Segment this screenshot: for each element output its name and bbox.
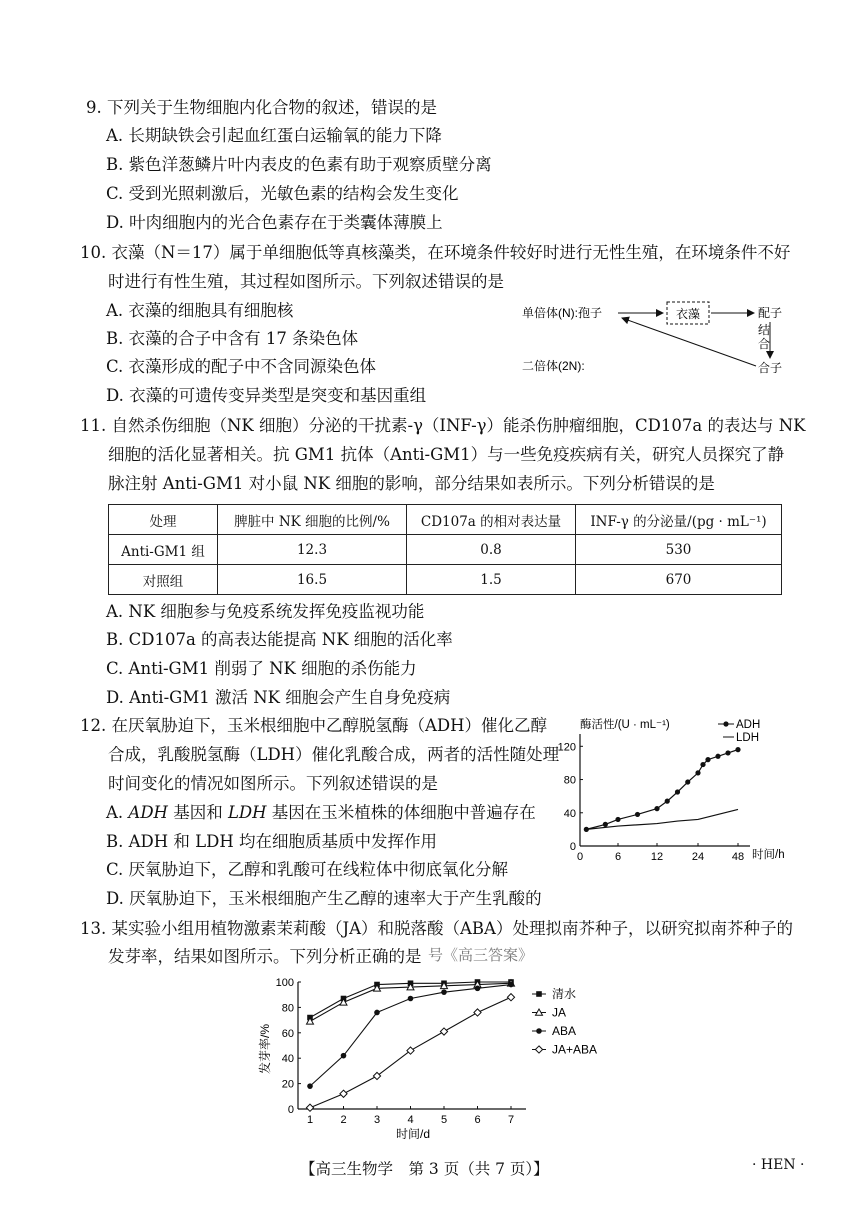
table-header-row [109,505,782,535]
q12-option-a-label: A. [106,803,129,822]
data-point-adh [654,806,659,811]
q12-stem-line2: 合成，乳酸脱氢酶（LDH）催化乳酸合成，两者的活性随处理 [108,745,560,764]
gamete-label: 配子 [758,306,783,320]
table-cell: 670 [576,565,782,595]
data-point-adh [705,757,710,762]
x-tick-label: 4 [407,1114,414,1126]
q12-stem-line3: 时间变化的情况如图所示。下列叙述错误的是 [108,774,438,793]
x-tick-label: 6 [614,851,622,863]
data-point-aba [307,1083,313,1089]
data-point-aba [374,1010,380,1016]
table-cell: 530 [576,535,782,565]
x-tick-label: 48 [731,851,745,863]
table-cell: 1.5 [407,565,576,595]
data-point-adh [603,822,608,827]
q10-option-d: D. 衣藻的可遗传变异类型是突变和基因重组 [106,386,427,405]
data-point-aba [475,986,481,992]
y-tick-label: 40 [281,1053,294,1066]
x-tick-label: 2 [340,1114,347,1126]
zygote-label: 合子 [758,361,783,375]
data-point-adh [685,779,690,784]
enzyme-activity-chart [558,708,798,868]
q9-option-b: B. 紫色洋葱鳞片叶内表皮的色素有助于观察质壁分离 [106,155,492,174]
series-line-ldh [586,809,738,829]
table-cell: Anti-GM1 组 [109,535,218,565]
x-tick-label: 5 [440,1114,448,1126]
data-point-ja-aba [340,1090,347,1097]
haploid-label: 单倍体(N):孢子 [522,306,602,320]
data-point-adh [715,754,720,759]
q10-stem-line1: 10. 衣藻（N＝17）属于单细胞低等真核藻类，在环境条件较好时进行无性生殖，在环境条件不好 [80,243,791,262]
legend-marker-ja-aba [535,1046,542,1053]
q9-option-c: C. 受到光照刺激后，光敏色素的结构会发生变化 [106,184,459,203]
q11-stem-line2: 细胞的活化显著相关。抗 GM1 抗体（Anti-GM1）与一些免疫疾病有关，研究人员探究了静 [108,445,785,464]
q10-stem-line2: 时进行有性生殖，其过程如图所示。下列叙述错误的是 [108,272,504,291]
data-point-adh [695,770,700,775]
data-point-adh [675,789,680,794]
table-cell: 对照组 [109,565,218,595]
x-tick-label: 1 [306,1114,314,1126]
legend-marker-aba [536,1028,542,1034]
nk-cell-table [108,504,782,595]
q9-option-a: A. 长期缺铁会引起血红蛋白运输氧的能力下降 [106,126,442,145]
q10-option-a: A. 衣藻的细胞具有细胞核 [106,301,294,320]
header-cell: 脾脏中 NK 细胞的比例/% [218,505,407,535]
q10-option-b: B. 衣藻的合子中含有 17 条染色体 [106,329,359,348]
q9-stem: 9. 下列关于生物细胞内化合物的叙述，错误的是 [86,98,437,117]
y-tick-label: 0 [287,1104,294,1116]
data-point-adh [635,812,640,817]
q12-option-d: D. 厌氧胁迫下，玉米根细胞产生乙醇的速率大于产生乳酸的 [106,889,542,908]
data-point-ja-aba [474,1009,481,1016]
table-cell: 16.5 [218,565,407,595]
q11-stem-line3: 脉注射 Anti-GM1 对小鼠 NK 细胞的影响，部分结果如表所示。下列分析错误的是 [108,474,715,493]
fuse-label-2: 合 [758,337,771,351]
y-tick-label: 0 [569,841,576,853]
q12-option-a [106,802,536,824]
data-point-ja-aba [507,994,514,1001]
x-tick-label: 3 [373,1114,381,1126]
series-line-adh [586,750,738,830]
y-tick-label: 20 [281,1078,294,1091]
data-point-adh [665,799,670,804]
q12-option-a-text2: 基因在玉米植株的体细胞中普遍存在 [266,803,536,822]
table-cell: 12.3 [218,535,407,565]
x-tick-label: 7 [507,1114,515,1126]
data-point-aba [508,982,514,988]
q12-option-a-text1: 基因和 [167,803,228,822]
data-point-adh [725,750,730,755]
q11-option-a: A. NK 细胞参与免疫系统发挥免疫监视功能 [106,602,425,621]
q12-stem-line1: 12. 在厌氧胁迫下，玉米根细胞中乙醇脱氢酶（ADH）催化乙醇 [80,716,548,735]
q12-option-b: B. ADH 和 LDH 均在细胞质基质中发挥作用 [106,832,437,851]
alga-label: 衣藻 [676,307,701,321]
table-row [109,535,782,565]
data-point-aba [341,1053,347,1059]
gene-ldh: LDH [227,803,267,822]
q9-option-d: D. 叶肉细胞内的光合色素存在于类囊体薄膜上 [106,213,443,232]
chart2-ylabel: 发芽率/% [258,1023,272,1074]
q12-option-c: C. 厌氧胁迫下，乙醇和乳酸可在线粒体中彻底氧化分解 [106,860,509,879]
legend-adh-label: ADH [736,719,761,731]
legend-label-aba: ABA [552,1024,577,1038]
legend-adh-marker [723,721,728,726]
chart1-ylabel: 酶活性/(U · mL⁻¹) [580,719,670,731]
y-tick-label: 80 [563,774,576,787]
x-tick-label: 24 [691,851,705,863]
legend-label-ja-aba: JA+ABA [552,1042,598,1057]
legend-ldh-label: LDH [736,732,760,744]
data-point-ja-aba [440,1028,447,1035]
footer-center: 【高三生物学 第 3 页（共 7 页）】 [300,1160,549,1178]
chart1-xlabel: 时间/h [752,849,785,861]
header-cell: INF-γ 的分泌量/(pg · mL⁻¹) [576,505,782,535]
data-point-aba [408,996,414,1002]
y-tick-label: 80 [281,1002,294,1015]
y-tick-label: 120 [558,741,576,754]
y-tick-label: 100 [275,977,294,989]
x-tick-label: 6 [474,1114,481,1126]
header-cell: CD107a 的相对表达量 [407,505,576,535]
y-tick-label: 40 [563,807,576,820]
x-tick-label: 12 [650,851,664,863]
data-point-aba [441,989,447,995]
table-cell: 0.8 [407,535,576,565]
chart2-xlabel: 时间/d [396,1127,431,1141]
q10-option-c: C. 衣藻形成的配子中不含同源染色体 [106,357,377,376]
data-point-adh [735,747,740,752]
data-point-adh [700,762,705,767]
q13-stem-line1: 13. 某实验小组用植物激素茉莉酸（JA）和脱落酸（ABA）处理拟南芥种子，以研究拟南芥种子的 [80,919,793,938]
q11-stem-line1: 11. 自然杀伤细胞（NK 细胞）分泌的干扰素-γ（INF-γ）能杀伤肿瘤细胞，CD107a 的表达与 NK [80,416,806,435]
fuse-label-1: 结 [758,323,771,337]
x-tick-label: 0 [576,851,584,863]
q13-stem-line2: 发芽率，结果如图所示。下列分析正确的是 [108,947,422,966]
footer-right: · HEN · [752,1157,805,1173]
germination-chart [250,972,630,1144]
table-row [109,565,782,595]
y-tick-label: 60 [281,1027,294,1040]
header-cell: 处理 [109,505,218,535]
q11-option-b: B. CD107a 的高表达能提高 NK 细胞的活化率 [106,630,453,649]
legend-label-water: 清水 [552,987,577,1001]
watermark-text: 号《高三答案》 [428,946,534,964]
legend-marker-water [536,991,542,997]
alga-life-cycle-diagram [518,298,798,380]
q11-option-c: C. Anti-GM1 削弱了 NK 细胞的杀伤能力 [106,659,417,678]
diploid-label: 二倍体(2N): [522,359,585,373]
legend-label-ja: JA [552,1005,567,1020]
zygote-to-spore-arrow [622,318,756,366]
data-point-adh [615,817,620,822]
gene-adh: ADH [128,803,168,822]
data-point-ja-aba [306,1104,313,1111]
q11-option-d: D. Anti-GM1 激活 NK 细胞会产生自身免疫病 [106,688,451,707]
